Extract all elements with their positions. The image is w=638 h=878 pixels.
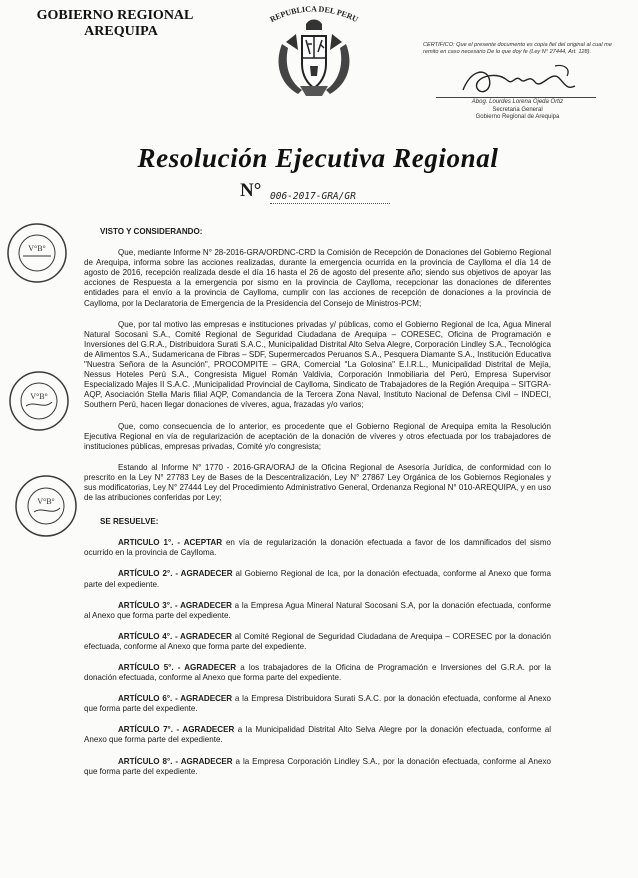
section-heading: VISTO Y CONSIDERANDO: — [100, 227, 203, 236]
article-text: a la Municipalidad Distrital Alto Selva Alegre por la donación efectuada, conforme al Anexo que forma parte del expediente. — [84, 725, 551, 745]
round-seal-stamp-icon — [8, 370, 70, 432]
article-label: ARTÍCULO 4°. - AGRADECER — [118, 631, 232, 641]
article-text: al Comité Regional de Seguridad Ciudadana de Arequipa – CORESEC por la donación efectuada, conforme al Anexo que forma parte del expediente. — [84, 631, 551, 651]
round-seal-stamp-icon — [6, 222, 68, 284]
article-paragraph — [84, 694, 551, 714]
resolution-number-label: N° — [240, 180, 262, 201]
article-text: a la Empresa Distribuidora Surati S.A.C. por la donación efectuada, conforme al Anexo que forma parte del expediente. — [84, 694, 552, 714]
signer-name: Abog. Lourdes Lorena Ojeda Ortiz — [471, 99, 564, 105]
crest-caption: REPUBLICA DEL PERU — [268, 4, 360, 24]
article-text: al Gobierno Regional de Ica, por la donación efectuada, conforme al Anexo que forma parte del expediente. — [84, 569, 551, 589]
considerando-paragraph: Que, por tal motivo las empresas e instituciones privadas y/ públicas, como el Gobierno Regional de Ica, Agua Mineral Natural Socosani S.A., Comité Regional de Seguridad Ciudadana de Arequipa – CORESEC, Oficina de Programación e Inversiones del G.R.A., Distribuidora Surati S.A.C., Municipalidad Distrital Alto Selva Alegre, Corporación Lindley S.A., Tecnológica de Alimentos S.A., Sudamericana de Fibras – SDF, Supermercados Peruanos S.A., Pesquera Diamante S.A., Institución Educativa "Nuestra Señora de la Asunción", PROCOMPITE – GRA, Comercial "La Golosina" E.I.R.L., Municipalidad Distrital de Mejía, Nessus Hoteles Perú S.A., Congresista Miguel Román Valdivia, Corporación Inmobiliaria del Perú, Empresa Supervisor Especializado Majes II S.A.C. ,Municipalidad Provincial de Caylloma, Sindicato de Trabajadores de la Región Arequipa – SITGRA-AQP, Asociación Stella Maris filial AQP, Comandancia de la Tercera Zona Naval, Instituto Nacional de Defensa Civil – INDECI, Southern Perú, hacen llegar donaciones de víveres, agua, frazadas y/o varios; — [84, 319, 551, 410]
article-paragraph — [84, 601, 551, 621]
signature-line — [436, 97, 596, 98]
signer-org: Gobierno Regional de Arequipa — [475, 114, 560, 120]
article-label: ARTÍCULO 8°. - AGRADECER — [118, 756, 233, 766]
round-seal-stamp-icon — [14, 474, 78, 538]
org-name-line1: GOBIERNO REGIONAL — [36, 8, 194, 23]
article-text: a los trabajadores de la Oficina de Programación e Inversiones del G.R.A. por la donación efectuada, conforme al Anexo que forma parte del expediente. — [84, 663, 551, 683]
resolution-title: Resolución Ejecutiva Regional — [137, 143, 499, 173]
svg-text:V°B°: V°B° — [28, 244, 46, 253]
resolution-number: 006-2017-GRA/GR — [270, 191, 390, 204]
article-text: a la Empresa Corporación Lindley S.A., por la donación efectuada, conforme al Anexo que forma parte del expediente. — [84, 756, 551, 776]
article-text: a la Empresa Agua Mineral Natural Socosani S.A, por la donación efectuada, conforme al Anexo que forma parte del expediente. — [84, 600, 552, 620]
article-label: ARTÍCULO 2°. - AGRADECER — [118, 569, 233, 579]
article-paragraph — [84, 663, 551, 683]
article-paragraph — [84, 569, 551, 589]
article-label: ARTÍCULO 3°. - AGRADECER — [118, 600, 232, 610]
handwritten-signature — [455, 60, 585, 100]
signer-block — [430, 99, 605, 122]
national-crest — [262, 4, 366, 102]
svg-text:V°B°: V°B° — [30, 392, 48, 401]
article-paragraph — [84, 632, 551, 652]
article-paragraph — [84, 538, 551, 558]
svg-text:V°B°: V°B° — [37, 497, 55, 506]
considerando-paragraph: Que, como consecuencia de lo anterior, es procedente que el Gobierno Regional de Arequipa emita la Resolución Ejecutiva Regional en vía de regularización de aceptación de la donación de víveres y otros efectuada por los trabajadores de instituciones públicas, empresas privadas, Comité y/o congresista; — [84, 421, 551, 451]
resolution-body — [84, 227, 551, 788]
article-label: ARTICULO 1°. - ACEPTAR — [118, 538, 223, 548]
considerando-paragraph: Estando al Informe N° 1770 - 2016-GRA/ORAJ de la Oficina Regional de Asesoría Jurídica, de conformidad con lo prescrito en la Ley N° 27783 Ley de Bases de la Descentralización, Ley N° 27867 Ley Orgánica de los Gobiernos Regionales y sus modificatorias, Ley N° 27444 Ley del Procedimiento Administrativo General, Ordenanza Regional N° 010-AREQUIPA, y en uso de las atribuciones conferidas por Ley; — [84, 462, 551, 503]
article-text: en vía de regularización la donación efectuada a favor de los damnificados del sismo ocurrido en la provincia de Caylloma. — [84, 538, 551, 558]
article-paragraph — [84, 757, 551, 777]
article-label: ARTÍCULO 6°. - AGRADECER — [118, 694, 233, 704]
signer-role: Secretaria General — [492, 106, 543, 113]
org-name-line2: AREQUIPA — [84, 24, 158, 39]
considerando-paragraph: Que, mediante Informe N° 28-2016-GRA/ORDNC-CRD la Comisión de Recepción de Donaciones del Gobierno Regional de Arequipa, informa sobre las acciones realizadas, durante la emergencia ocurrida en la provincia de Caylloma el día 14 de agosto de 2016, recepción realizada desde el día 16 hasta el 26 de agosto del presente año; siendo sus objetivos de apoyar las acciones de Respuesta a la emergencia por sismo en la provincia de Caylloma, recepcionar las donaciones de diferentes entidades para el envío a la provincia de Caylloma, cumplir con las acciones de recepción de donaciones a la provincia de Caylloma, por la Declaratoria de Emergencia de la Presidencia del Consejo de Ministros-PCM; — [84, 248, 551, 308]
article-paragraph — [84, 725, 551, 745]
article-label: ARTÍCULO 5°. - AGRADECER — [118, 663, 237, 672]
org-header — [30, 8, 200, 40]
certification-note: CERTIFICO: Que el presente documento es copia fiel del original al cual me remito en caso necesario De lo que doy fe (Ley N° 27444, Art. 128). — [423, 42, 612, 55]
resolves-heading: SE RESUELVE: — [100, 517, 159, 527]
coat-of-arms-icon — [272, 14, 356, 100]
article-label: ARTÍCULO 7°. - AGRADECER — [118, 725, 235, 735]
